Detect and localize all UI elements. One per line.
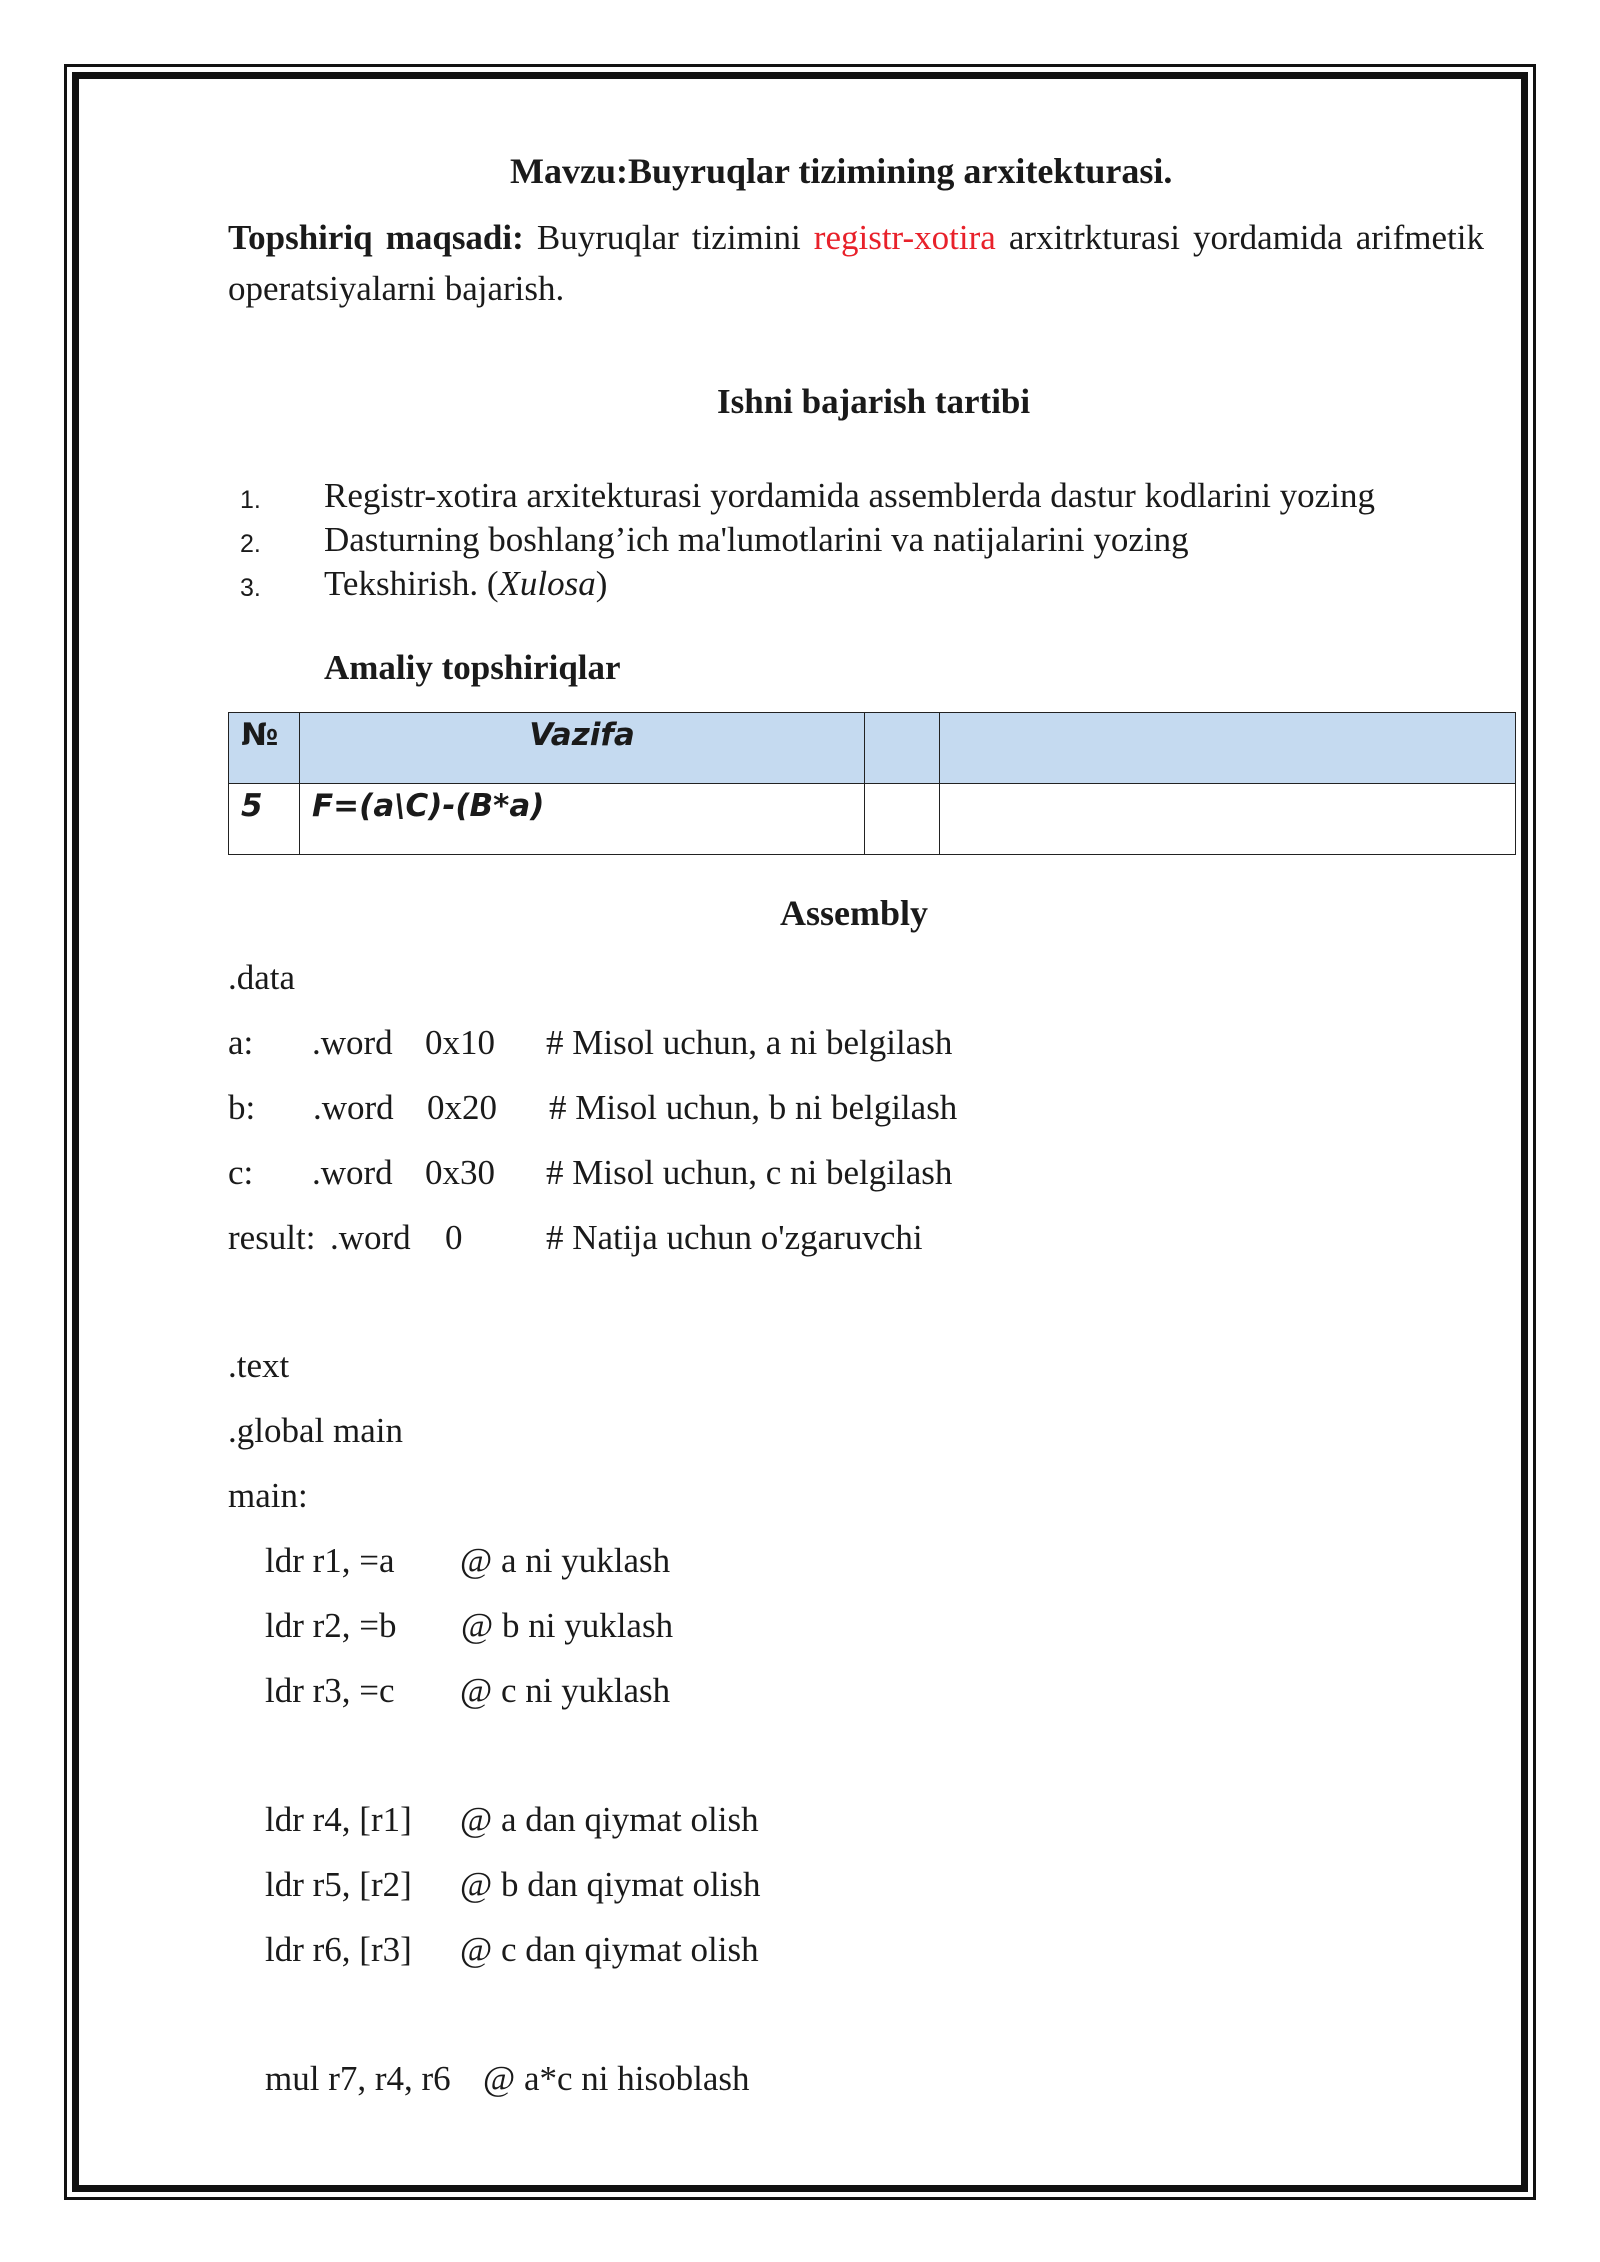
step-text: Registr-xotira arxitekturasi yordamida assemblerda dastur kodlarini yozing	[324, 476, 1375, 515]
task-table	[228, 712, 1516, 855]
header-empty-2	[940, 713, 1516, 784]
goal-text-before: Buyruqlar tizimini	[523, 218, 814, 257]
data-type: .word	[330, 1218, 411, 1257]
instruction-comment: @ b ni yuklash	[461, 1606, 674, 1645]
step-text-after: )	[595, 564, 608, 603]
cell-empty-1	[865, 784, 940, 855]
practical-tasks-heading: Amaliy topshiriqlar	[324, 648, 621, 687]
step-number: 2.	[240, 530, 261, 558]
main-label: main:	[228, 1476, 308, 1515]
table-row	[229, 784, 1516, 855]
cell-number: 5	[229, 784, 300, 855]
instruction: mul r7, r4, r6	[265, 2059, 451, 2098]
data-label: c:	[228, 1153, 254, 1192]
header-number: №	[229, 713, 300, 784]
data-type: .word	[313, 1088, 394, 1127]
data-value: 0	[445, 1218, 463, 1257]
data-type: .word	[312, 1023, 393, 1062]
data-comment: # Natija uchun o'zgaruvchi	[546, 1218, 923, 1257]
step-text: Dasturning boshlang’ich ma'lumotlarini va natijalarini yozing	[324, 520, 1189, 559]
assembly-heading: Assembly	[780, 893, 929, 933]
data-value: 0x30	[425, 1153, 495, 1192]
instruction-comment: @ a dan qiymat olish	[460, 1800, 759, 1839]
data-comment: # Misol uchun, b ni belgilash	[549, 1088, 958, 1127]
step-text	[324, 564, 607, 604]
data-type: .word	[312, 1153, 393, 1192]
goal-label: Topshiriq maqsadi:	[228, 218, 524, 257]
data-directive: .data	[228, 958, 296, 997]
step-text-italic: Xulosa	[498, 564, 596, 603]
cell-task: F=(a\C)-(B*a)	[300, 784, 865, 855]
data-label: b:	[228, 1088, 256, 1127]
document-title: Mavzu:Buyruqlar tizimining arxitekturasi.	[510, 151, 1173, 191]
instruction: ldr r4, [r1]	[265, 1800, 412, 1839]
step-text-before: Tekshirish. (	[324, 564, 499, 603]
global-directive: .global main	[228, 1411, 403, 1450]
data-label: a:	[228, 1023, 254, 1062]
instruction-comment: @ c dan qiymat olish	[460, 1930, 759, 1969]
instruction-comment: @ b dan qiymat olish	[460, 1865, 761, 1904]
goal-highlight: registr-xotira	[813, 218, 996, 257]
step-number: 1.	[240, 486, 261, 514]
instruction: ldr r5, [r2]	[265, 1865, 412, 1904]
instruction-comment: @ a ni yuklash	[460, 1541, 671, 1580]
table-header-row	[229, 713, 1516, 784]
header-task: Vazifa	[300, 713, 865, 784]
instruction: ldr r3, =c	[265, 1671, 395, 1710]
instruction-comment: @ c ni yuklash	[460, 1671, 671, 1710]
cell-empty-2	[940, 784, 1516, 855]
header-empty-1	[865, 713, 940, 784]
instruction-comment: @ a*c ni hisoblash	[483, 2059, 750, 2098]
data-label: result:	[228, 1218, 316, 1257]
instruction: ldr r6, [r3]	[265, 1930, 412, 1969]
procedure-heading: Ishni bajarish tartibi	[717, 382, 1031, 421]
data-value: 0x20	[427, 1088, 497, 1127]
step-number: 3.	[240, 574, 261, 602]
instruction: ldr r1, =a	[265, 1541, 395, 1580]
instruction: ldr r2, =b	[265, 1606, 397, 1645]
goal-text-after: arxitrkturasi yordamida arifmetik operatsiyalarni bajarish.	[228, 218, 1485, 308]
data-value: 0x10	[425, 1023, 495, 1062]
data-comment: # Misol uchun, a ni belgilash	[546, 1023, 953, 1062]
task-goal-paragraph	[228, 212, 1484, 314]
text-directive: .text	[228, 1346, 290, 1385]
data-comment: # Misol uchun, c ni belgilash	[546, 1153, 953, 1192]
